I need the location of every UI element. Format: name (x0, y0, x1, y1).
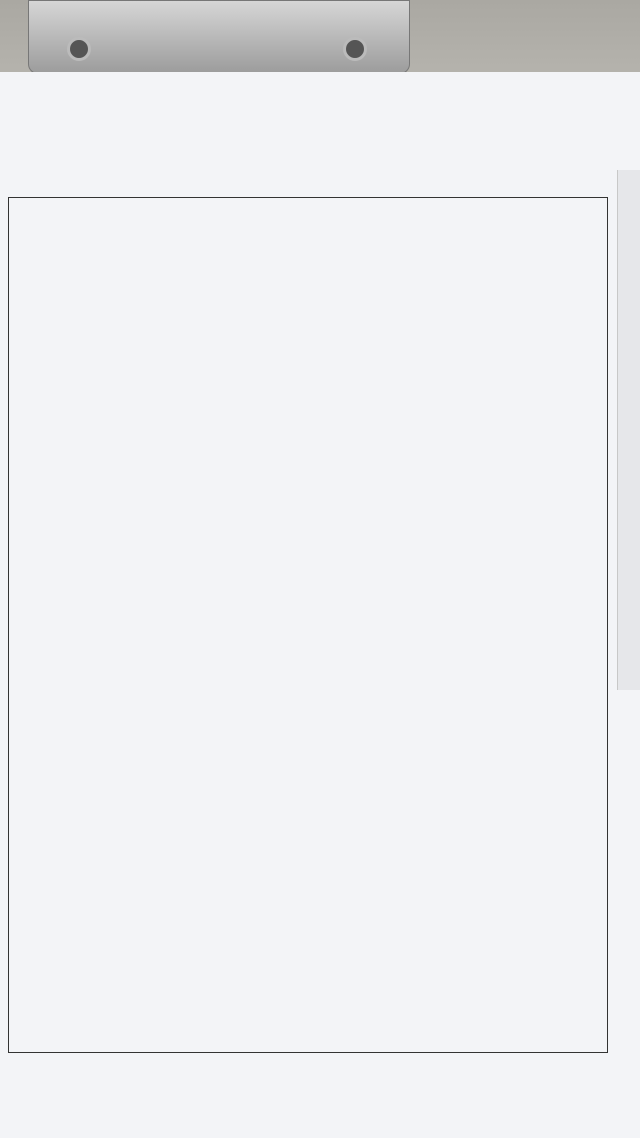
clip-hole (343, 37, 367, 61)
underlying-sheet (617, 170, 640, 690)
clip-hole (67, 37, 91, 61)
binder-clip (28, 0, 410, 74)
inspection-form (8, 197, 608, 1053)
